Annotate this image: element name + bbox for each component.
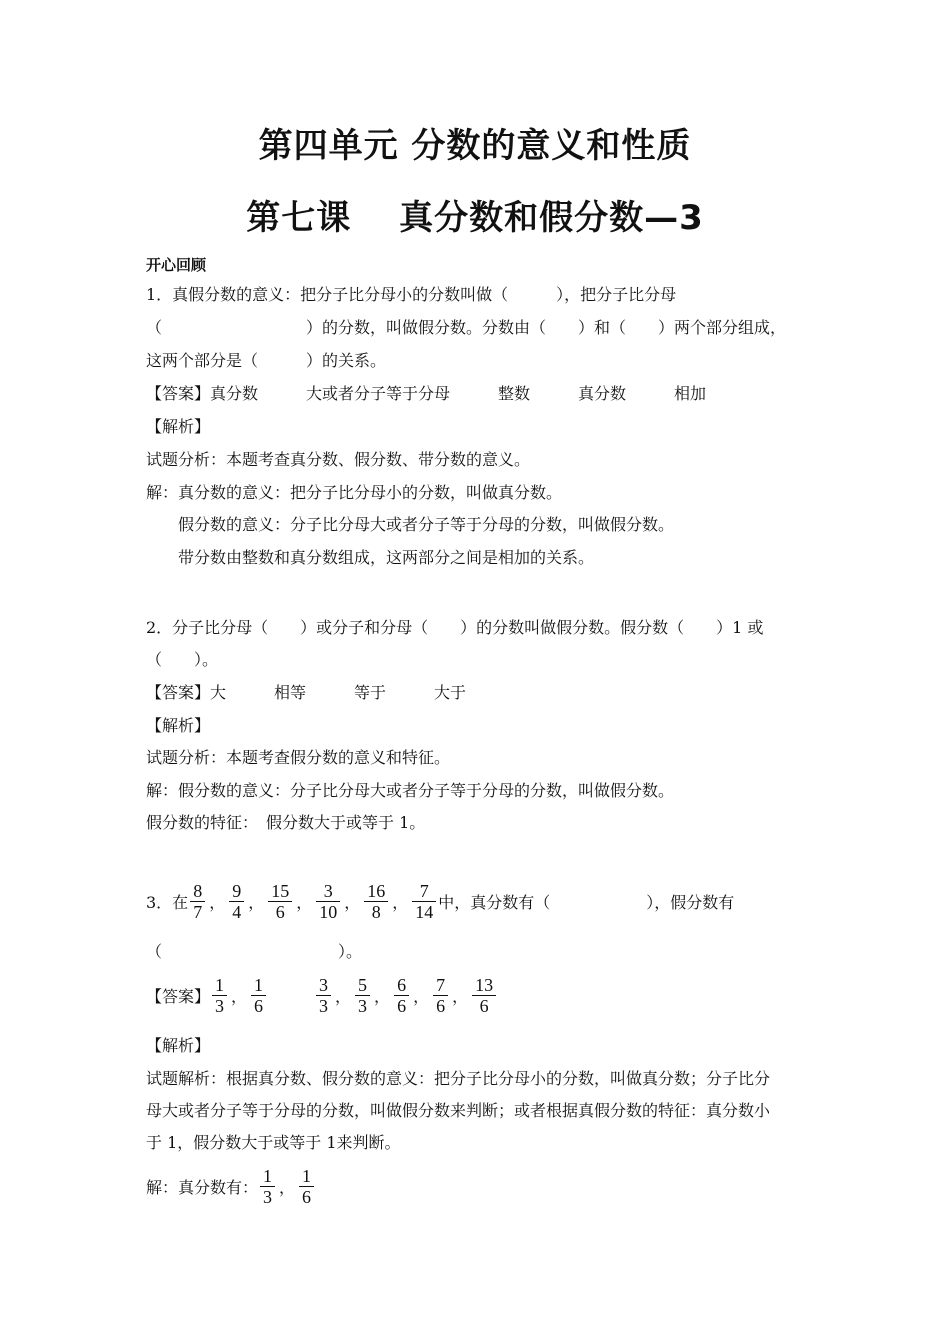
fraction-denominator: 14 — [412, 901, 436, 922]
q3-line-2: （ ）。 — [146, 942, 363, 961]
comma-separator: ， — [344, 893, 361, 912]
fraction-denominator: 3 — [355, 995, 370, 1016]
q3-line-1 — [146, 881, 734, 922]
fraction-denominator: 6 — [251, 995, 266, 1016]
q3-solution-prefix: 解：真分数有： — [146, 1178, 259, 1197]
fraction-denominator: 8 — [364, 901, 388, 922]
comma-separator: ， — [335, 987, 352, 1006]
fraction — [316, 881, 340, 922]
q3-solution — [146, 1166, 316, 1207]
q3-analysis-label: 【解析】 — [146, 1036, 211, 1055]
fraction — [299, 1166, 314, 1207]
q3-answer-proper — [210, 975, 268, 1016]
fraction-denominator: 3 — [212, 995, 227, 1016]
fraction — [268, 881, 292, 922]
fraction-numerator: 3 — [323, 881, 333, 901]
q3-answer — [146, 975, 498, 1016]
fraction — [355, 975, 370, 1016]
fraction — [472, 975, 496, 1016]
fraction-denominator: 6 — [268, 901, 292, 922]
fraction-denominator: 3 — [260, 1186, 275, 1207]
fraction-numerator: 3 — [319, 975, 329, 995]
fraction-numerator: 15 — [271, 881, 290, 901]
lesson-title: 第七课 真分数和假分数—3 — [246, 198, 704, 238]
comma-separator: ， — [209, 893, 226, 912]
q3-fraction-list — [188, 881, 438, 922]
q2-answer: 【答案】大 相等 等于 大于 — [146, 683, 467, 702]
fraction-numerator: 1 — [302, 1166, 312, 1186]
q2-analysis-3: 假分数的特征： 假分数大于或等于 1。 — [146, 813, 426, 832]
comma-separator: ， — [392, 893, 409, 912]
fraction — [364, 881, 388, 922]
q2-line-2: （ ）。 — [146, 650, 219, 669]
q3-answer-label: 【答案】 — [146, 987, 211, 1006]
fraction-numerator: 9 — [232, 881, 242, 901]
q1-analysis-label: 【解析】 — [146, 417, 211, 436]
unit-title: 第四单元 分数的意义和性质 — [258, 126, 692, 166]
q2-analysis-1: 试题分析：本题考查假分数的意义和特征。 — [146, 748, 451, 767]
fraction — [433, 975, 448, 1016]
fraction-denominator: 6 — [299, 1186, 314, 1207]
comma-separator: ， — [248, 893, 265, 912]
fraction-denominator: 6 — [394, 995, 409, 1016]
comma-separator: ， — [374, 987, 391, 1006]
fraction — [212, 975, 227, 1016]
fraction-numerator: 1 — [215, 975, 225, 995]
q3-suffix: 中，真分数有（ ），假分数有 — [438, 893, 735, 912]
q1-analysis-1: 试题分析：本题考查真分数、假分数、带分数的意义。 — [146, 450, 531, 469]
fraction-numerator: 1 — [263, 1166, 273, 1186]
section-heading: 开心回顾 — [146, 256, 207, 274]
fraction-numerator: 1 — [254, 975, 264, 995]
fraction — [229, 881, 244, 922]
q2-analysis-label: 【解析】 — [146, 716, 211, 735]
fraction — [412, 881, 436, 922]
q3-analysis-1: 试题解析：根据真分数、假分数的意义：把分子比分母小的分数，叫做真分数；分子比分 — [146, 1069, 771, 1088]
comma-separator: ， — [231, 987, 248, 1006]
fraction-denominator: 6 — [472, 995, 496, 1016]
fraction-numerator: 7 — [436, 975, 446, 995]
fraction — [260, 1166, 275, 1207]
q1-answer: 【答案】真分数 大或者分子等于分母 整数 真分数 相加 — [146, 384, 707, 403]
fraction — [190, 881, 205, 922]
fraction — [316, 975, 331, 1016]
fraction-denominator: 6 — [433, 995, 448, 1016]
q1-analysis-3: 假分数的意义：分子比分母大或者分子等于分母的分数，叫做假分数。 — [178, 515, 675, 534]
q3-solution-fractions — [258, 1166, 316, 1207]
fraction — [394, 975, 409, 1016]
q1-line-3: 这两个部分是（ ）的关系。 — [146, 351, 387, 370]
q1-analysis-2: 解：真分数的意义：把分子比分母小的分数，叫做真分数。 — [146, 483, 563, 502]
fraction-denominator: 3 — [316, 995, 331, 1016]
comma-separator: ， — [452, 987, 469, 1006]
fraction-numerator: 5 — [358, 975, 368, 995]
fraction — [251, 975, 266, 1016]
q3-prefix: 3．在 — [146, 893, 189, 912]
q2-analysis-2: 解：假分数的意义：分子比分母大或者分子等于分母的分数，叫做假分数。 — [146, 781, 675, 800]
comma-separator: ， — [413, 987, 430, 1006]
q1-line-1: 1．真假分数的意义：把分子比分母小的分数叫做（ ），把分子比分母 — [146, 285, 677, 304]
q3-answer-improper — [314, 975, 498, 1016]
fraction-denominator: 7 — [190, 901, 205, 922]
fraction-numerator: 13 — [475, 975, 494, 995]
fraction-numerator: 16 — [367, 881, 386, 901]
fraction-numerator: 8 — [193, 881, 203, 901]
fraction-numerator: 6 — [397, 975, 407, 995]
q2-line-1: 2．分子比分母（ ）或分子和分母（ ）的分数叫做假分数。假分数（ ）1 或 — [146, 618, 764, 637]
q1-analysis-4: 带分数由整数和真分数组成，这两部分之间是相加的关系。 — [178, 548, 595, 567]
q3-analysis-2: 母大或者分子等于分母的分数，叫做假分数来判断；或者根据真假分数的特征：真分数小 — [146, 1101, 771, 1120]
fraction-numerator: 7 — [419, 881, 429, 901]
q1-line-2: （ ）的分数，叫做假分数。分数由（ ）和（ ）两个部分组成， — [146, 318, 787, 337]
comma-separator: ， — [296, 893, 313, 912]
comma-separator: ， — [279, 1178, 296, 1197]
fraction-denominator: 10 — [316, 901, 340, 922]
fraction-denominator: 4 — [229, 901, 244, 922]
q3-analysis-3: 于 1，假分数大于或等于 1来判断。 — [146, 1133, 401, 1152]
